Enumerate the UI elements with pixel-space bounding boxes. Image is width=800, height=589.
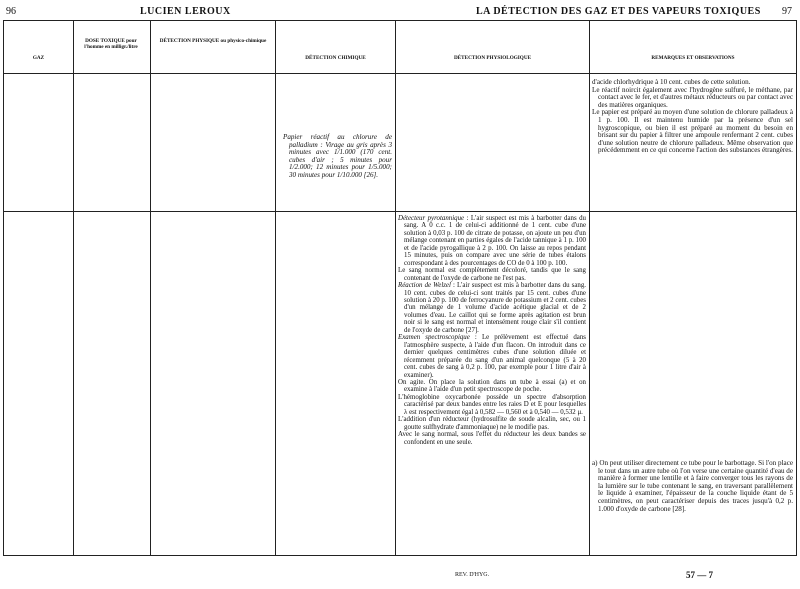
column-header-chemical: DÉTECTION CHIMIQUE <box>305 55 366 61</box>
page-number-left: 96 <box>6 6 16 17</box>
remark-note-a: a) On peut utiliser directement ce tube pour le barbottage. Si l'on place le tout dans un autre tube où l'on verse une certaine quantité d'eau de manière à former une lentille et à faire converger tous les rayons de la lumière sur le tube contenant le sang, en traversant parallèlement le liquide à examiner, l'épaisseur de la couche liquide étant de 5 centimètres, on peut caractériser depuis des traces jusqu'à 0,2 p. 1.000 d'oxyde de carbone [28]. <box>592 459 794 513</box>
column-header-physical: DÉTECTION PHYSIQUE ou physico-chimique <box>159 38 267 44</box>
method-name: Réaction de Welzel <box>398 282 451 290</box>
physiological-detection-text <box>398 215 586 446</box>
method-name: Détecteur pyrotannique <box>398 215 465 222</box>
col-rule-2 <box>150 20 151 556</box>
row-divider <box>3 211 797 212</box>
remark-paragraph: d'acide chlorhydrique à 10 cent. cubes de cette solution. <box>592 78 751 86</box>
col-rule-3 <box>275 20 276 556</box>
remark-paragraph: Le réactif noircit également avec l'hydrogène sulfuré, le méthane, par contact avec le fer, et d'autres métaux réducteurs ou par contact avec des matières organiques. <box>592 85 793 109</box>
col-rule-4 <box>395 20 396 556</box>
col-rule-5 <box>589 20 590 556</box>
running-head-title: LA DÉTECTION DES GAZ ET DES VAPEURS TOXIQUES <box>476 6 761 17</box>
page-number-right: 97 <box>782 6 792 17</box>
col-rule-6 <box>796 20 797 556</box>
footer-signature: 57 — 7 <box>686 570 713 580</box>
remark-paragraph: Le papier est préparé au moyen d'une solution de chlorure palladeux à 1 p. 100. Il est maintenu humide par la présence d'un sel hygroscopique, ou bien il est préparé au moment du besoin en brisant sur du papier à filtrer une ampoule renfermant 2 cent. cubes d'une solution neutre de chlorure palladeux. Même observation que précédemment en ce qui concerne l'action des substances étrangères. <box>592 108 793 155</box>
remarks-top <box>592 79 793 155</box>
footer-journal: REV. D'HYG. <box>455 572 490 578</box>
table-top-rule <box>3 20 797 21</box>
col-rule-1 <box>73 20 74 556</box>
running-head-author: LUCIEN LEROUX <box>140 6 231 17</box>
physio-paragraph: L'hémoglobine oxycarbonée possède un spectre d'absorption caractérisé par deux bandes entre les raies D et E pour lesquelles λ est respectivement égal à 0,582 — 0,560 et à 0,540 — 0,532 μ. <box>398 393 586 416</box>
header-rule <box>3 73 797 74</box>
physio-paragraph: Réaction de Welzel : L'air suspect est mis à barbotter dans du sang. 10 cent. cubes de celui-ci sont traités par 15 cent. cubes d'une solution à 20 p. 100 de ferrocyanure de potassium et 2 cent. cubes d'un mélange de 1 volume d'acide acétique glacial et de 2 volumes d'eau. Le caillot qui se forme après agitation est brun noir si le sang est normal et intensément rouge clair s'il contient de l'oxyde de carbone [27]. <box>398 282 586 334</box>
table-bottom-rule <box>3 555 797 556</box>
physio-paragraph: Avec le sang normal, sous l'effet du réducteur les deux bandes se confondent en une seule. <box>398 431 586 446</box>
physio-paragraph: Le sang normal est complètement décoloré, tandis que le sang contenant de l'oxyde de carbone ne l'est pas. <box>398 267 586 282</box>
physio-paragraph: Examen spectroscopique : Le prélèvement est effectué dans l'atmosphère suspecte, à l'aide d'un flacon. On introduit dans ce dernier quelques centimètres cubes d'une solution diluée et récemment préparée du sang d'un animal quelconque (5 à 20 cent. cubes de sang à 0,2 p. 100, par exemple pour 1 litre d'air à examiner). <box>398 334 586 379</box>
col-rule-0 <box>3 20 4 556</box>
method-name: Examen spectroscopique <box>398 334 470 342</box>
column-header-gaz: GAZ <box>32 55 45 61</box>
chem-paragraph: Papier réactif au chlorure de palladium : Virage au gris après 3 minutes avec 1/1.000 (170 cent. cubes d'air ; 5 minutes pour 1/2.000; 12 minutes pour 1/5.000; 30 minutes pour 1/10.000 [26]. <box>283 133 392 179</box>
physio-paragraph: On agite. On place la solution dans un tube à essai (a) et on examine à l'aide d'un petit spectroscope de poche. <box>398 378 586 394</box>
chemical-detection-text <box>283 134 392 180</box>
column-header-physiological: DÉTECTION PHYSIOLOGIQUE <box>453 55 532 61</box>
physio-paragraph: L'addition d'un réducteur (hydrosulfite de soude alcalin, sec, ou 1 goutte sulfhydrate d'ammoniaque) ne le modifie pas. <box>398 416 586 431</box>
column-header-dose: DOSE TOXIQUE pour l'homme en milligr./litre <box>84 38 138 50</box>
physio-paragraph: Détecteur pyrotannique : L'air suspect est mis à barbotter dans du sang. A 0 c.c. 1 de celui-ci additionné de 1 cent. cube d'une solution à 0,03 p. 100 de citrate de potasse, on ajoute un peu d'un mélange contenant en parties égales de l'acide tannique à 1 p. 100 et de l'acide pyrogallique à 2 p. 100. On laisse au repos pendant 15 minutes, puis on compare avec une série de tubes étalons correspondant à des pourcentages de CO de 0 à 100 p. 100. <box>398 215 586 267</box>
column-header-remarks: REMARQUES ET OBSERVATIONS <box>651 55 735 61</box>
